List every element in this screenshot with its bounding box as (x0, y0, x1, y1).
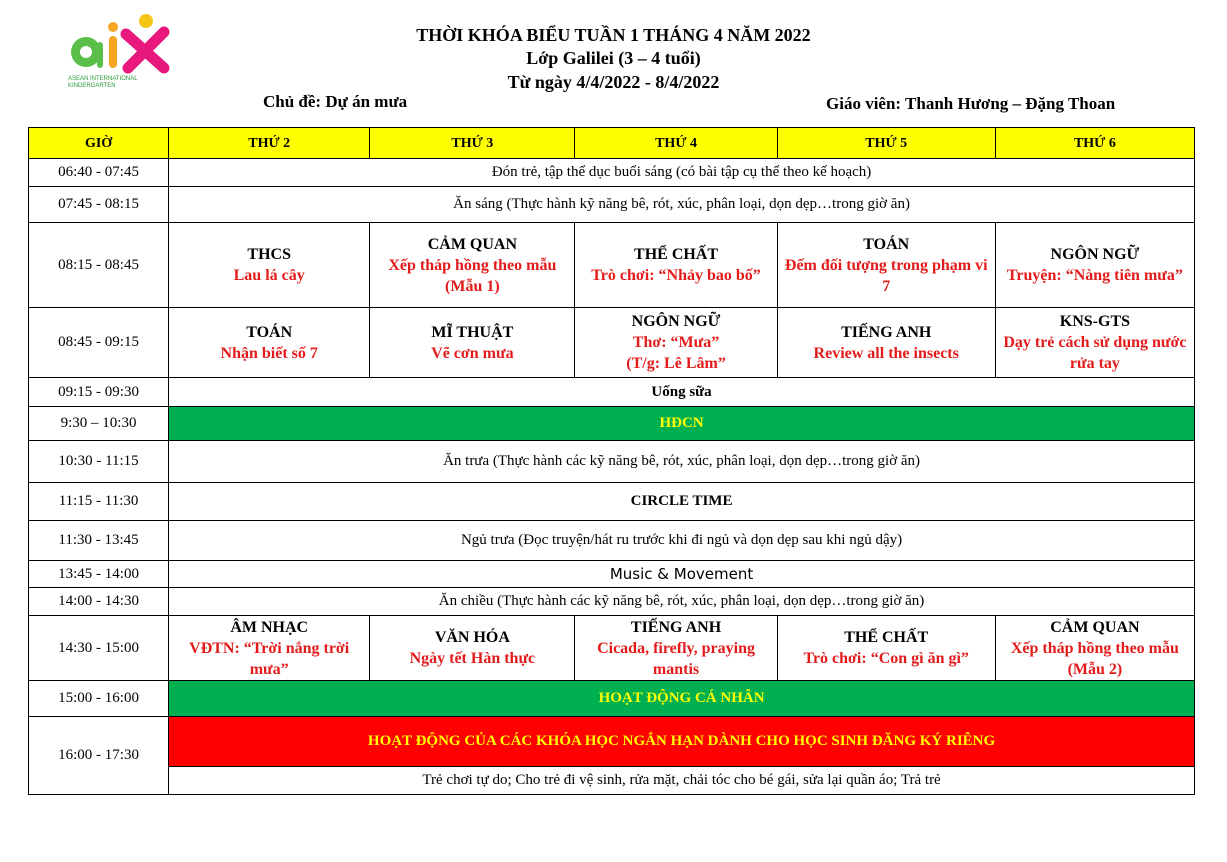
date-range: Từ ngày 4/4/2022 - 8/4/2022 (507, 72, 720, 92)
table-row (29, 717, 1195, 767)
time-cell: 10:30 - 11:15 (29, 441, 169, 483)
time-cell: 08:45 - 09:15 (29, 308, 169, 378)
lesson-cell: TOÁN Nhận biết số 7 (169, 308, 370, 378)
lesson-cell: VĂN HÓA Ngày tết Hàn thực (370, 616, 575, 681)
activity-cell-individual: HOẠT ĐỘNG CÁ NHÂN (169, 681, 1195, 717)
activity-cell: Trẻ chơi tự do; Cho trẻ đi vệ sinh, rửa mặt, chải tóc cho bé gái, sửa lại quần áo; Trả trẻ (169, 767, 1195, 795)
table-row (29, 767, 1195, 795)
col-header-wed: THỨ 4 (575, 128, 777, 159)
lesson-cell: TOÁN Đếm đối tượng trong phạm vi 7 (777, 223, 995, 308)
col-header-fri: THỨ 6 (995, 128, 1194, 159)
table-row (29, 187, 1195, 223)
activity-cell: Ăn sáng (Thực hành kỹ năng bê, rót, xúc, phân loại, dọn dẹp…trong giờ ăn) (169, 187, 1195, 223)
table-row (29, 223, 1195, 308)
lesson-cell: MĨ THUẬT Vẽ cơn mưa (370, 308, 575, 378)
table-row (29, 521, 1195, 561)
lesson-cell: CẢM QUAN Xếp tháp hồng theo mẫu (Mẫu 2) (995, 616, 1194, 681)
time-cell: 09:15 - 09:30 (29, 378, 169, 407)
class-line: Lớp Galilei (3 – 4 tuổi) (526, 48, 701, 68)
time-cell: 11:30 - 13:45 (29, 521, 169, 561)
lesson-cell: NGÔN NGỮ Thơ: “Mưa” (T/g: Lê Lâm” (575, 308, 777, 378)
time-cell: 15:00 - 16:00 (29, 681, 169, 717)
lesson-cell: ÂM NHẠC VĐTN: “Trời nắng trời mưa” (169, 616, 370, 681)
activity-cell: Uống sữa (169, 378, 1195, 407)
timetable (28, 127, 1195, 795)
activity-cell: Ăn trưa (Thực hành các kỹ năng bê, rót, xúc, phân loại, dọn dẹp…trong giờ ăn) (169, 441, 1195, 483)
lesson-cell: TIẾNG ANH Cicada, firefly, praying mantis (575, 616, 777, 681)
page-title: THỜI KHÓA BIỂU TUẦN 1 THÁNG 4 NĂM 2022 (416, 25, 811, 45)
time-cell: 11:15 - 11:30 (29, 483, 169, 521)
time-cell: 14:00 - 14:30 (29, 588, 169, 616)
activity-cell: Ngủ trưa (Đọc truyện/hát ru trước khi đi ngủ và dọn dẹp sau khi ngủ dậy) (169, 521, 1195, 561)
table-row (29, 616, 1195, 681)
col-header-thu: THỨ 5 (777, 128, 995, 159)
lesson-cell: CẢM QUAN Xếp tháp hồng theo mẫu (Mẫu 1) (370, 223, 575, 308)
logo-text: ASEAN INTERNATIONAL (68, 76, 138, 82)
svg-text:KINDERGARTEN: KINDERGARTEN (68, 83, 116, 89)
col-header-time: GIỜ (29, 128, 169, 159)
lesson-cell: TIẾNG ANH Review all the insects (777, 308, 995, 378)
table-row (29, 407, 1195, 441)
topic: Chủ đề: Dự án mưa (263, 92, 408, 111)
table-row (29, 159, 1195, 187)
lesson-cell: KNS-GTS Dạy trẻ cách sử dụng nước rửa tay (995, 308, 1194, 378)
activity-cell: Music & Movement (169, 561, 1195, 588)
time-cell: 13:45 - 14:00 (29, 561, 169, 588)
col-header-tue: THỨ 3 (370, 128, 575, 159)
time-cell: 9:30 – 10:30 (29, 407, 169, 441)
lesson-cell: THCS Lau lá cây (169, 223, 370, 308)
table-row (29, 308, 1195, 378)
time-cell: 16:00 - 17:30 (29, 717, 169, 795)
time-cell: 08:15 - 08:45 (29, 223, 169, 308)
table-row (29, 378, 1195, 407)
lesson-cell: NGÔN NGỮ Truyện: “Nàng tiên mưa” (995, 223, 1194, 308)
activity-cell: CIRCLE TIME (169, 483, 1195, 521)
table-row (29, 681, 1195, 717)
time-cell: 07:45 - 08:15 (29, 187, 169, 223)
col-header-mon: THỨ 2 (169, 128, 370, 159)
time-cell: 06:40 - 07:45 (29, 159, 169, 187)
table-row (29, 483, 1195, 521)
table-row (29, 561, 1195, 588)
activity-cell-short-courses: HOẠT ĐỘNG CỦA CÁC KHÓA HỌC NGẮN HẠN DÀNH CHO HỌC SINH ĐĂNG KÝ RIÊNG (169, 717, 1195, 767)
lesson-cell: THỂ CHẤT Trò chơi: “Con gì ăn gì” (777, 616, 995, 681)
table-row (29, 588, 1195, 616)
lesson-cell: THỂ CHẤT Trò chơi: “Nhảy bao bố” (575, 223, 777, 308)
teacher: Giáo viên: Thanh Hương – Đặng Thoan (826, 94, 1116, 113)
table-row (29, 441, 1195, 483)
activity-cell: Đón trẻ, tập thể dục buổi sáng (có bài tập cụ thể theo kế hoạch) (169, 159, 1195, 187)
activity-cell-hdcn: HĐCN (169, 407, 1195, 441)
activity-cell: Ăn chiều (Thực hành các kỹ năng bê, rót, xúc, phân loại, dọn dẹp…trong giờ ăn) (169, 588, 1195, 616)
time-cell: 14:30 - 15:00 (29, 616, 169, 681)
header-row (29, 128, 1195, 159)
